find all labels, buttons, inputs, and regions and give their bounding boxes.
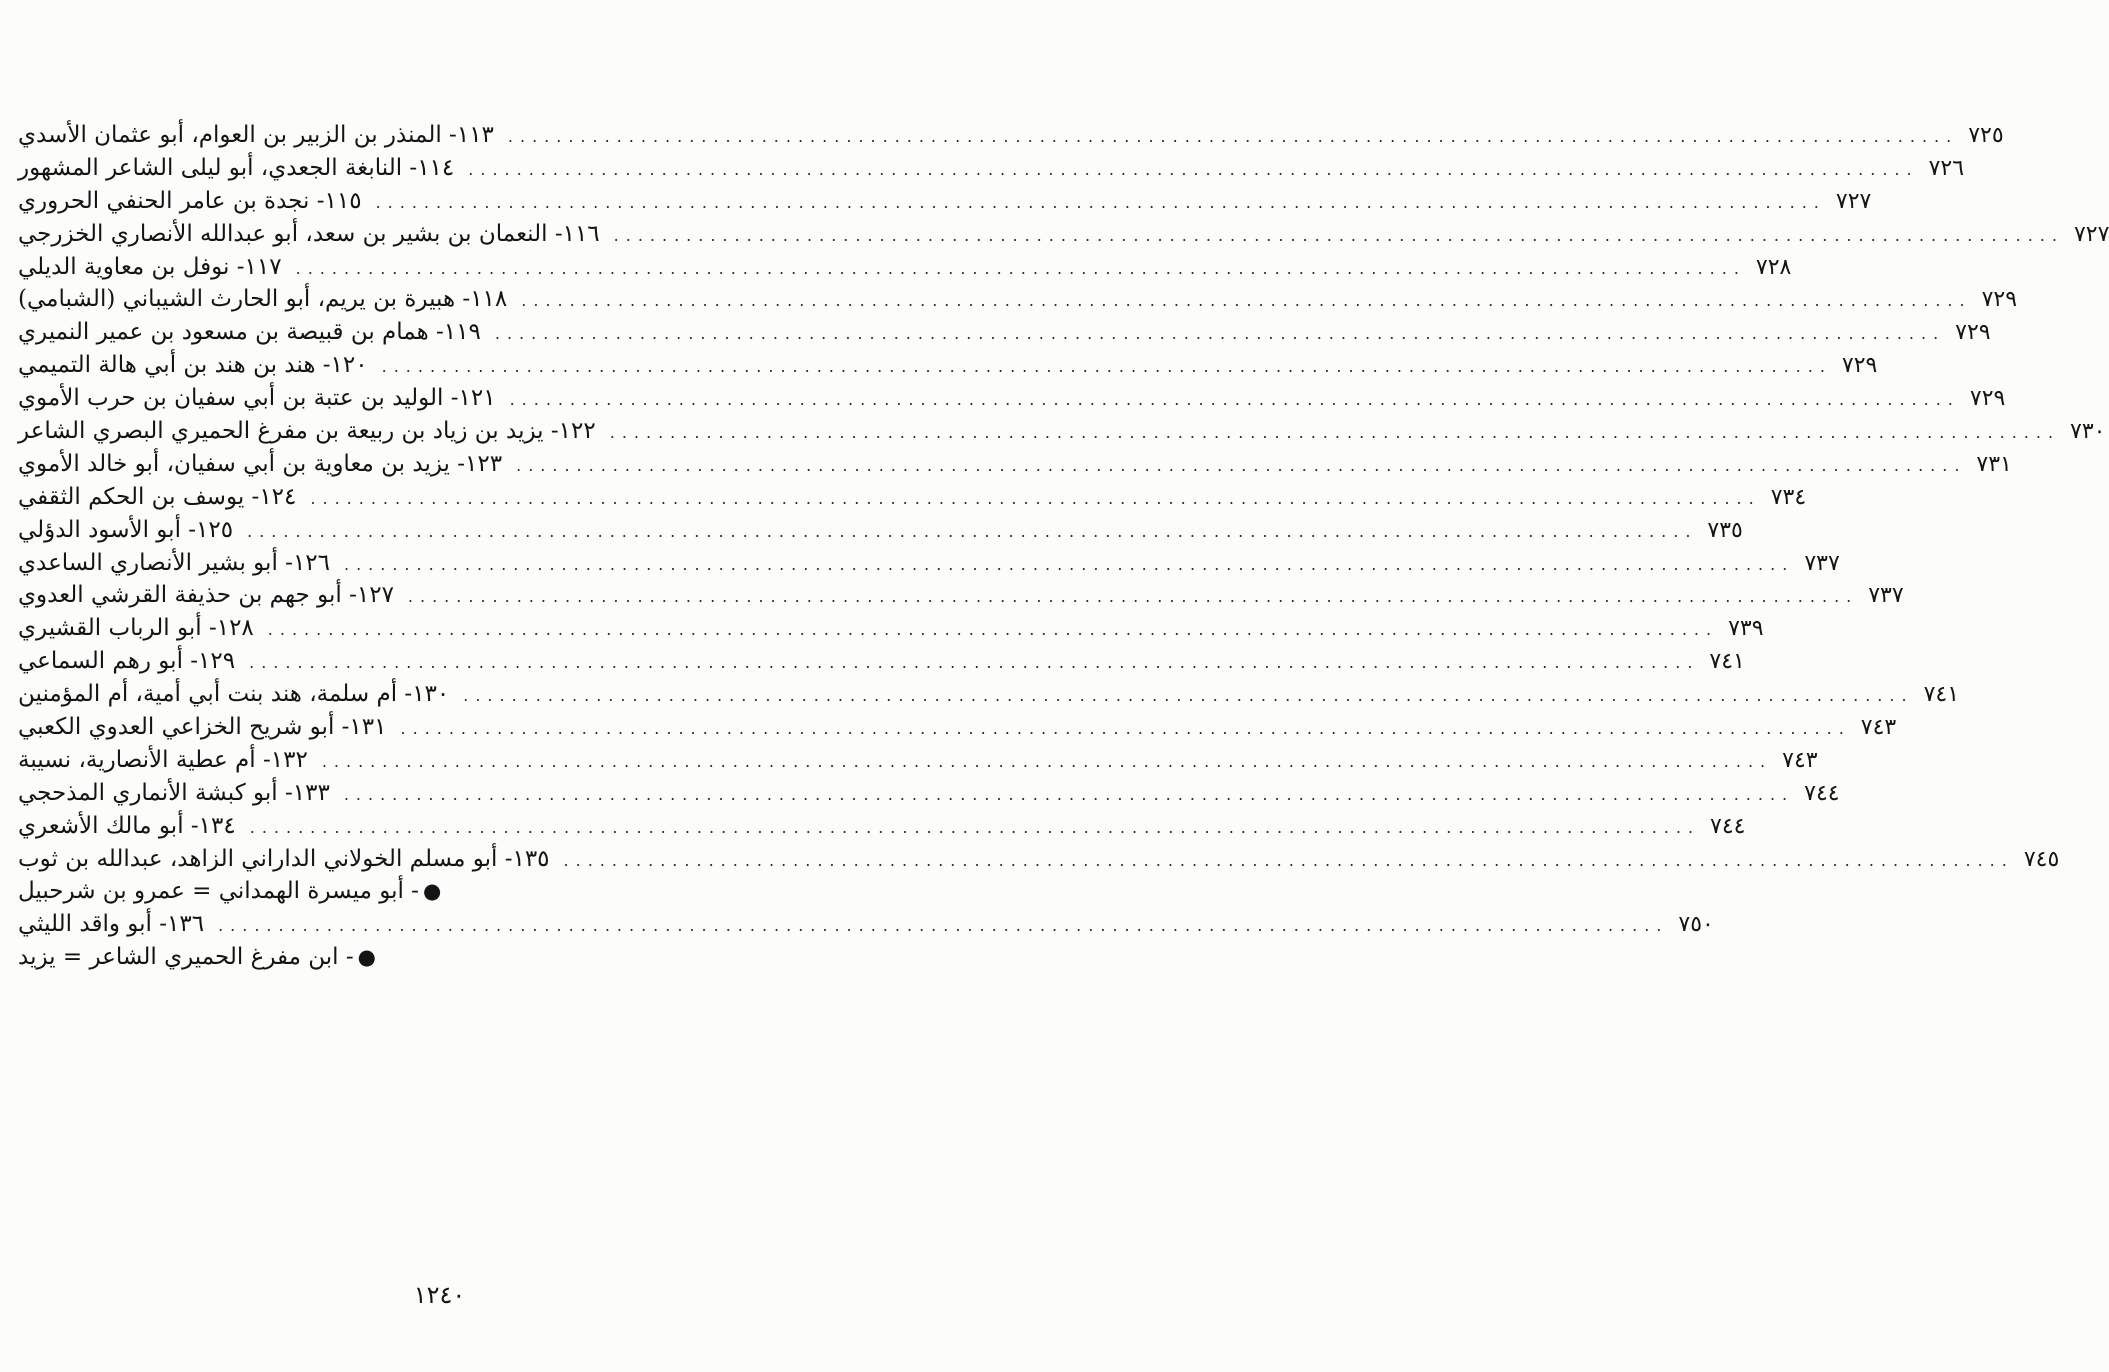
entry-title: [18, 810, 236, 843]
entry-title: [18, 875, 441, 908]
entry-title-text: ١١٦- النعمان بن بشير بن سعد، أبو عبدالله الأنصاري الخزرجي: [18, 220, 600, 247]
dot-leader: ........................................................................................................................: [343, 784, 1795, 804]
entry-page-number: ٧٣٧: [1804, 550, 1840, 576]
entry-page-number: ٧٣٤: [1770, 484, 1807, 510]
entry-title-text: ١٣٠- أم سلمة، هند بنت أبي أمية، أم المؤمنين: [18, 681, 450, 708]
entry-title: [18, 843, 550, 876]
entry-title: [18, 547, 330, 580]
entry-title-text: ١٢٦- أبو بشير الأنصاري الساعدي: [18, 549, 330, 576]
entry-page-number: ٧٣٩: [1728, 616, 1764, 642]
entry-page-number: ٧٤٥: [2023, 846, 2060, 872]
entry-page-number: ٧٢٥: [1968, 123, 2004, 148]
dot-leader: ........................................................................................................................: [507, 127, 1959, 146]
entry-title-text: ١٣١- أبو شريح الخزاعي العدوي الكعبي: [18, 714, 387, 741]
toc-entry: [18, 185, 1872, 218]
dot-leader: ........................................................................................................................: [247, 521, 1698, 541]
dot-leader: ........................................................................................................................: [249, 653, 1700, 673]
entry-title-text: - أبو ميسرة الهمداني = عمرو بن شرحبيل: [18, 878, 419, 905]
entry-page-number: ٧٢٨: [1755, 254, 1792, 280]
dot-leader: ........................................................................................................................: [400, 719, 1851, 739]
dot-leader: ........................................................................................................................: [381, 357, 1832, 377]
entry-title: [18, 415, 596, 448]
entry-page-number: ٧٢٦: [1928, 155, 1965, 181]
toc-entry: [18, 547, 1840, 580]
entry-page-number: ٧٥٠: [1678, 912, 1714, 938]
entry-title: [18, 119, 494, 152]
entry-title-text: ١٢٨- أبو الرباب القشيري: [18, 615, 254, 642]
dot-leader: ........................................................................................................................: [521, 291, 1972, 311]
dot-leader: ........................................................................................................................: [463, 686, 1914, 706]
entry-title-text: ١٣٢- أم عطية الأنصارية، نسيبة: [18, 746, 308, 773]
dot-leader: ........................................................................................................................: [218, 916, 1669, 936]
cross-reference-entry: [18, 875, 738, 908]
entry-title: [18, 185, 362, 218]
toc-entry: [18, 119, 2004, 152]
entry-title: [18, 349, 368, 382]
entry-title-text: ١٣٤- أبو مالك الأشعري: [18, 812, 236, 839]
entry-title: [18, 612, 254, 645]
entry-title-text: ١٢١- الوليد بن عتبة بن أبي سفيان بن حرب الأموي: [18, 385, 496, 412]
dot-leader: ........................................................................................................................: [613, 225, 2064, 245]
entry-page-number: ٧٣٠: [2070, 419, 2106, 445]
toc-entry: [18, 645, 1745, 678]
entry-page-number: ٧٢٩: [1841, 353, 1878, 379]
entry-title-text: - ابن مفرغ الحميري الشاعر = يزيد: [18, 944, 354, 971]
toc-entry: [18, 415, 2106, 448]
entry-title: [18, 579, 394, 612]
bullet-icon: ●: [357, 945, 376, 970]
toc-entry: [18, 678, 1960, 711]
entry-page-number: ٧٤١: [1923, 682, 1960, 708]
entry-title: [18, 448, 502, 481]
toc-entry: [18, 382, 2006, 415]
dot-leader: ........................................................................................................................: [249, 817, 1701, 837]
dot-leader: ........................................................................................................................: [516, 455, 1967, 475]
entry-page-number: ٧٤١: [1709, 649, 1745, 675]
entry-title-text: ١٢٤- يوسف بن الحكم الثقفي: [18, 483, 297, 510]
toc-entry: [18, 349, 1878, 382]
toc-entry: [18, 448, 2012, 481]
dot-leader: ........................................................................................................................: [310, 488, 1761, 508]
entry-title-text: ١٢٥- أبو الأسود الدؤلي: [18, 516, 234, 543]
entry-page-number: ٧٢٧: [2073, 221, 2109, 247]
dot-leader: ........................................................................................................................: [609, 423, 2061, 443]
entry-title-text: ١٢٢- يزيد بن زياد بن ربيعة بن مفرغ الحميري البصري الشاعر: [18, 418, 596, 445]
entry-title-text: ١٢٧- أبو جهم بن حذيفة القرشي العدوي: [18, 582, 394, 609]
entry-page-number: ٧٢٩: [1981, 287, 2018, 313]
entry-title: [18, 218, 600, 251]
toc-entry: [18, 810, 1746, 843]
toc-entry: [18, 218, 2109, 251]
entry-title-text: ١٢٩- أبو رهم السماعي: [18, 648, 236, 675]
toc-entry: [18, 514, 1743, 547]
entry-title-text: ١١٨- هبيرة بن يريم، أبو الحارث الشيباني (الشبامي): [18, 286, 508, 313]
entry-title: [18, 514, 233, 547]
entry-page-number: ٧٢٩: [1955, 320, 1991, 346]
entry-page-number: ٧٣١: [1976, 451, 2012, 477]
toc-entry: [18, 744, 1818, 777]
entry-page-number: ٧٢٩: [1969, 386, 2006, 412]
entry-page-number: ٧٤٣: [1782, 747, 1818, 773]
entry-title-text: ١٢٠- هند بن هند بن أبي هالة التميمي: [18, 352, 368, 379]
entry-title: [18, 744, 308, 777]
entry-title: [18, 152, 454, 185]
toc-entry: [18, 251, 1792, 284]
dot-leader: ........................................................................................................................: [468, 159, 1919, 179]
entry-page-number: ٧٤٤: [1710, 813, 1746, 839]
bullet-icon: ●: [422, 879, 442, 904]
entry-title: [18, 316, 481, 349]
entry-title: [18, 251, 282, 284]
toc-entry: [18, 908, 1714, 941]
entry-title-text: ١٣٦- أبو واقد الليثي: [18, 911, 205, 938]
entry-title-text: ١١٤- النابغة الجعدي، أبو ليلى الشاعر المشهور: [18, 154, 455, 181]
entry-title-text: ١١٥- نجدة بن عامر الحنفي الحروري: [18, 187, 362, 214]
toc-entry: [18, 481, 1807, 514]
entry-title-text: ١٢٣- يزيد بن معاوية بن أبي سفيان، أبو خالد الأموي: [18, 450, 503, 477]
dot-leader: ........................................................................................................................: [321, 751, 1773, 771]
dot-leader: ........................................................................................................................: [295, 258, 1746, 278]
cross-reference-entry: [18, 941, 738, 974]
entry-title: [18, 777, 330, 810]
entry-page-number: ٧٤٣: [1860, 715, 1897, 741]
toc-entry: [18, 711, 1897, 744]
entry-title-text: ١١٣- المنذر بن الزبير بن العوام، أبو عثمان الأسدي: [18, 122, 494, 148]
dot-leader: ........................................................................................................................: [267, 620, 1719, 640]
entry-title: [18, 908, 204, 941]
entry-title: [18, 481, 296, 514]
entry-page-number: ٧٣٥: [1707, 517, 1743, 543]
dot-leader: ........................................................................................................................: [407, 587, 1859, 607]
entry-title: [18, 382, 496, 415]
entry-title: [18, 711, 386, 744]
entry-title: [18, 678, 449, 711]
toc-entry: [18, 316, 1991, 349]
toc-entry: [18, 283, 2018, 316]
dot-leader: ........................................................................................................................: [344, 554, 1795, 574]
entry-title: [18, 941, 376, 974]
toc-entry: [18, 152, 1965, 185]
entry-page-number: ٧٣٧: [1868, 583, 1904, 609]
entry-page-number: ٧٢٧: [1835, 188, 1872, 214]
entry-title-text: ١٣٣- أبو كبشة الأنماري المذحجي: [18, 779, 330, 806]
entry-title-text: ١١٩- همام بن قبيصة بن مسعود بن عمير النميري: [18, 319, 481, 346]
dot-leader: ........................................................................................................................: [509, 390, 1960, 410]
toc-entry: [18, 777, 1840, 810]
entry-page-number: ٧٤٤: [1804, 780, 1840, 806]
table-of-contents: [18, 119, 2109, 974]
entry-title: [18, 283, 507, 316]
entry-title: [18, 645, 235, 678]
toc-entry: [18, 843, 2060, 876]
page-number: ١٢٤٠: [413, 1281, 466, 1309]
toc-entry: [18, 612, 1764, 645]
entry-title-text: ١١٧- نوفل بن معاوية الديلي: [18, 253, 282, 280]
dot-leader: ........................................................................................................................: [494, 324, 1946, 344]
toc-entry: [18, 579, 1904, 612]
dot-leader: ........................................................................................................................: [563, 850, 2014, 870]
entry-title-text: ١٣٥- أبو مسلم الخولاني الداراني الزاهد، عبدالله بن ثوب: [18, 845, 550, 872]
dot-leader: ........................................................................................................................: [375, 192, 1826, 212]
